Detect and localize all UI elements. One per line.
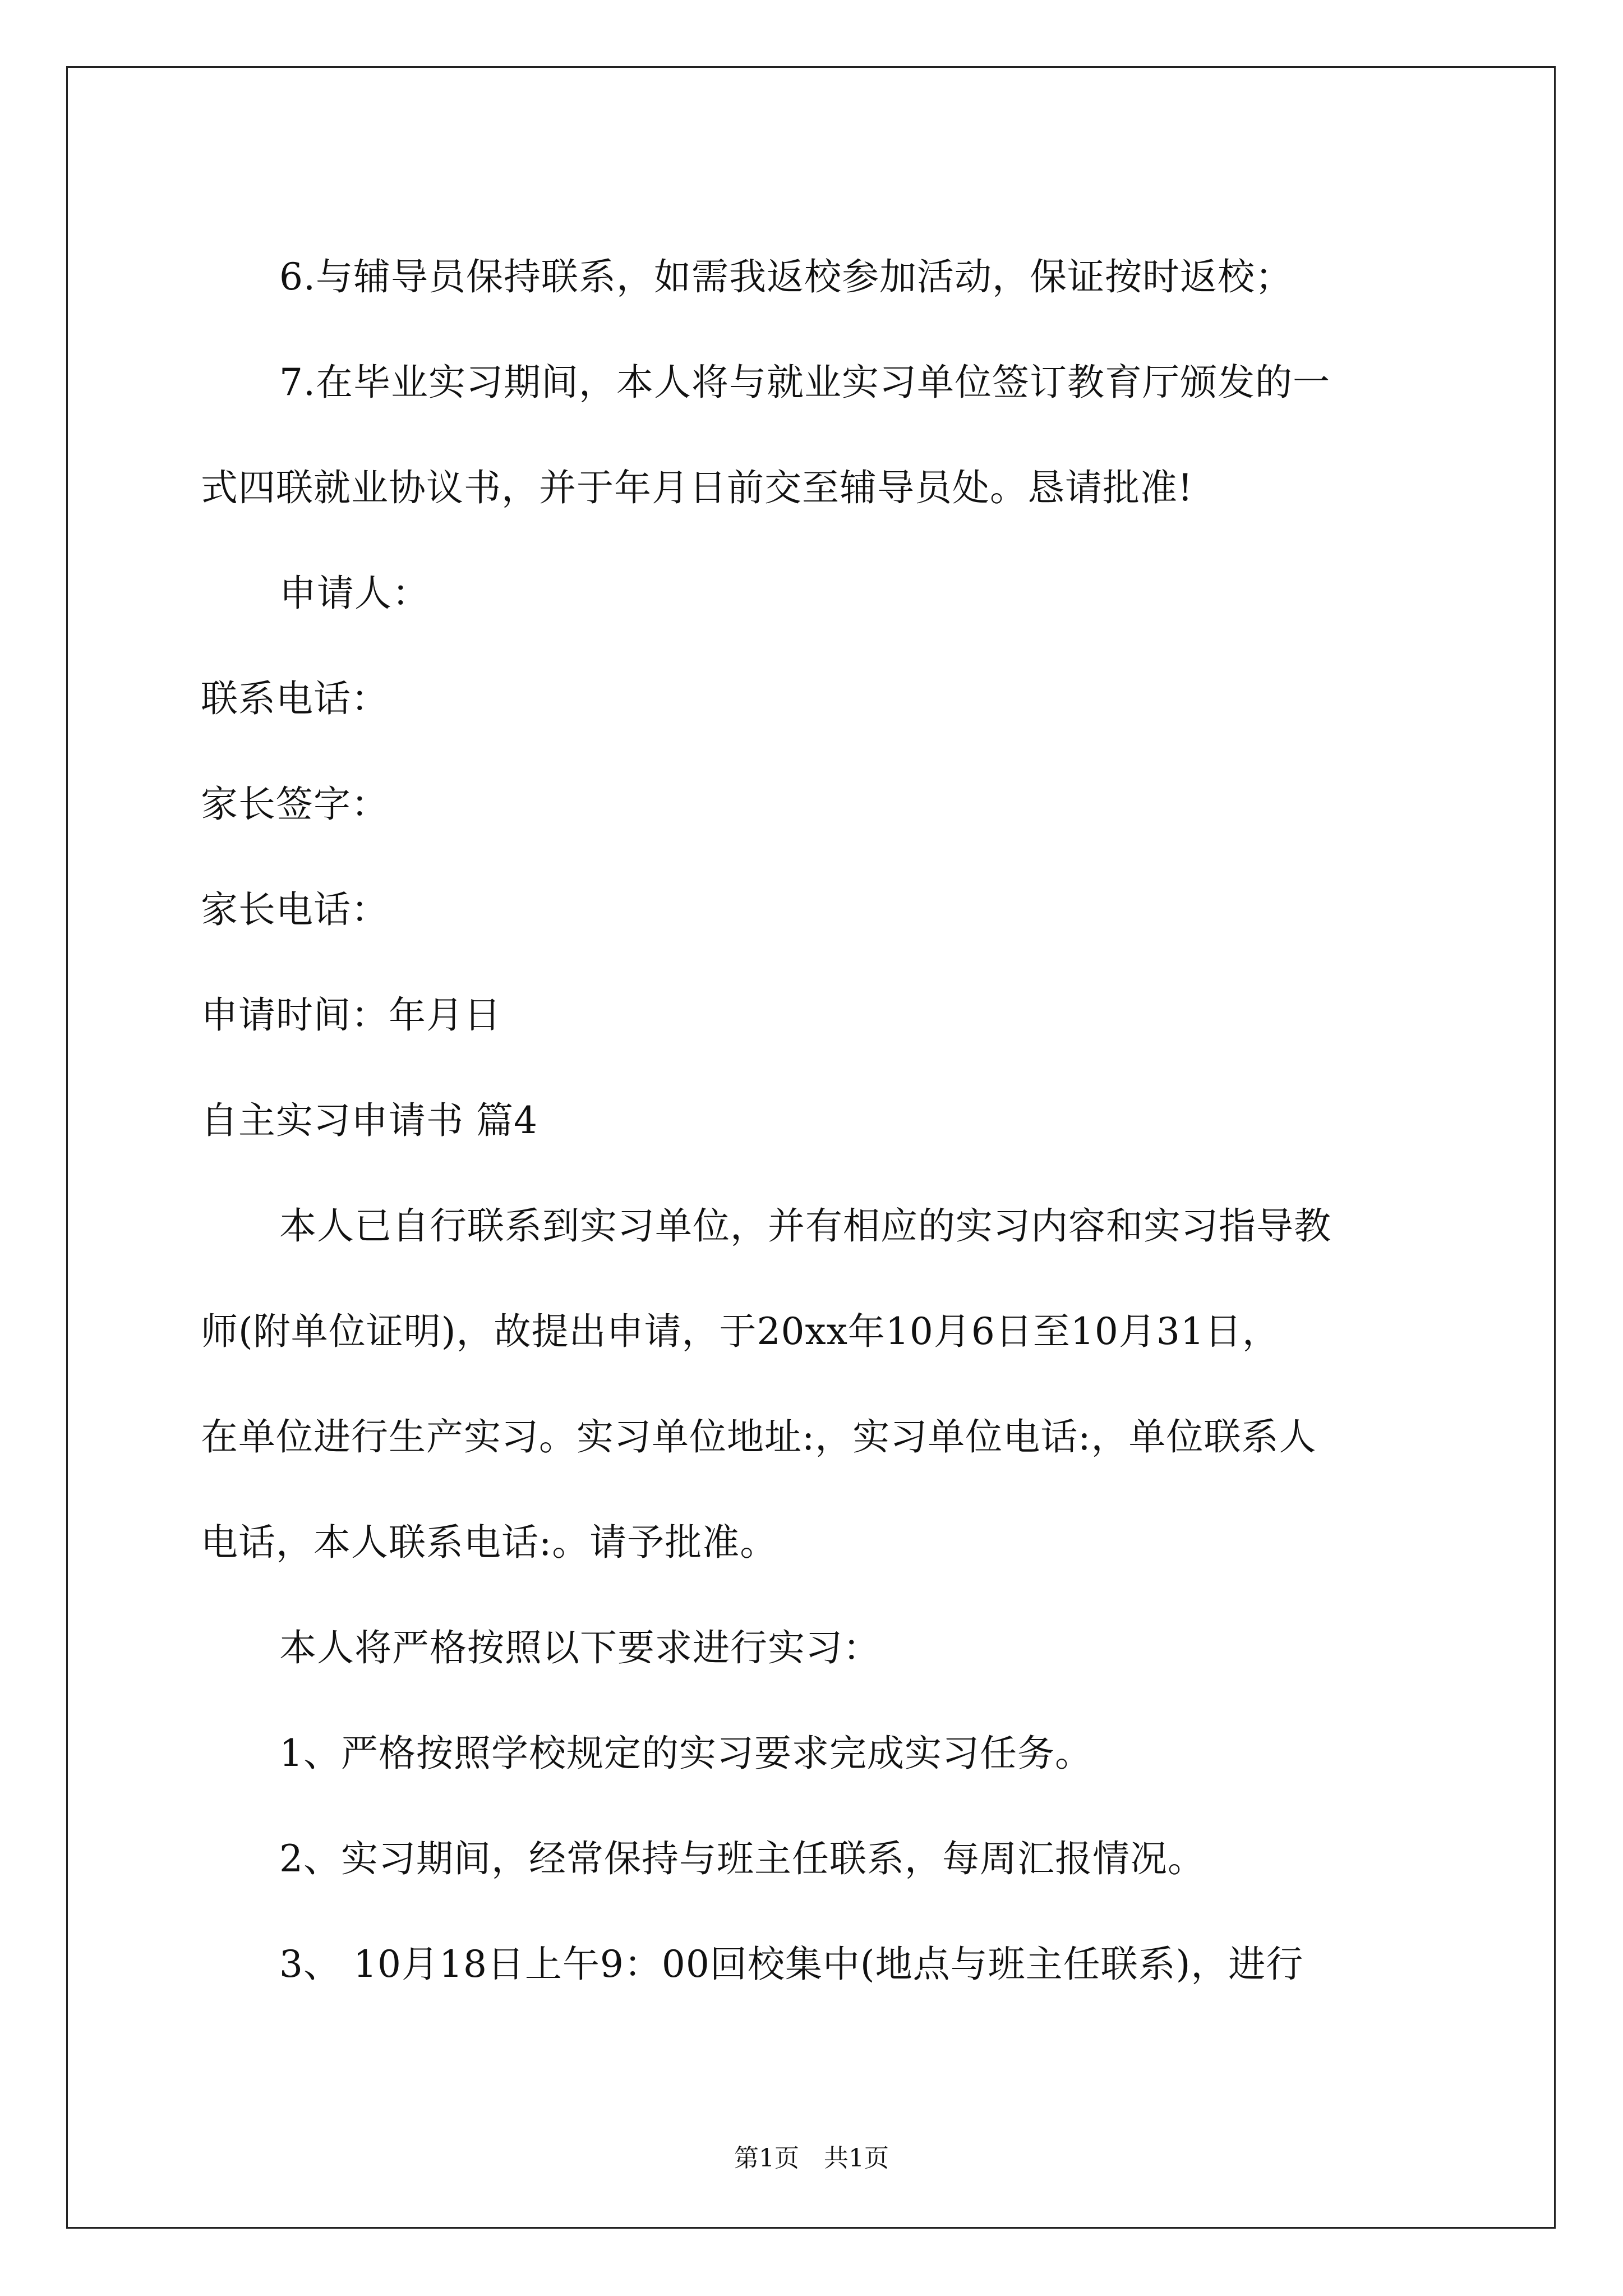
paragraph-line-item-6: 6.与辅导员保持联系，如需我返校参加活动，保证按时返校； [279, 255, 1293, 298]
application-date-label: 申请时间：年月日 [201, 993, 501, 1037]
phone-label: 联系电话： [201, 677, 389, 720]
requirement-item-3: 3、 10月18日上午9：00回校集中(地点与班主任联系)，进行 [279, 1943, 1304, 1986]
requirement-item-1: 1、严格按照学校规定的实习要求完成实习任务。 [279, 1732, 1092, 1775]
parent-phone-label: 家长电话： [201, 888, 389, 931]
paragraph-line-1: 本人已自行联系到实习单位，并有相应的实习内容和实习指导教 [279, 1204, 1331, 1248]
parent-signature-label: 家长签字： [201, 783, 389, 826]
paragraph-line-4: 电话，本人联系电话:。请予批准。 [201, 1521, 778, 1564]
requirements-intro: 本人将严格按照以下要求进行实习： [279, 1626, 880, 1669]
applicant-label: 申请人： [279, 572, 430, 615]
page-footer: 第1页 共1页 [734, 2144, 889, 2173]
paragraph-line-item-7-cont: 式四联就业协议书，并于年月日前交至辅导员处。恳请批准! [201, 466, 1193, 509]
paragraph-line-item-7: 7.在毕业实习期间，本人将与就业实习单位签订教育厅颁发的一 [279, 361, 1330, 404]
requirement-item-2: 2、实习期间，经常保持与班主任联系，每周汇报情况。 [279, 1837, 1205, 1880]
document-body [201, 224, 1435, 2017]
paragraph-line-3: 在单位进行生产实习。实习单位地址:，实习单位电话:，单位联系人 [201, 1415, 1317, 1458]
paragraph-line-2: 师(附单位证明)，故提出申请，于20xx年10月6日至10月31日， [201, 1310, 1280, 1353]
section-heading: 自主实习申请书 篇4 [201, 1099, 538, 1142]
